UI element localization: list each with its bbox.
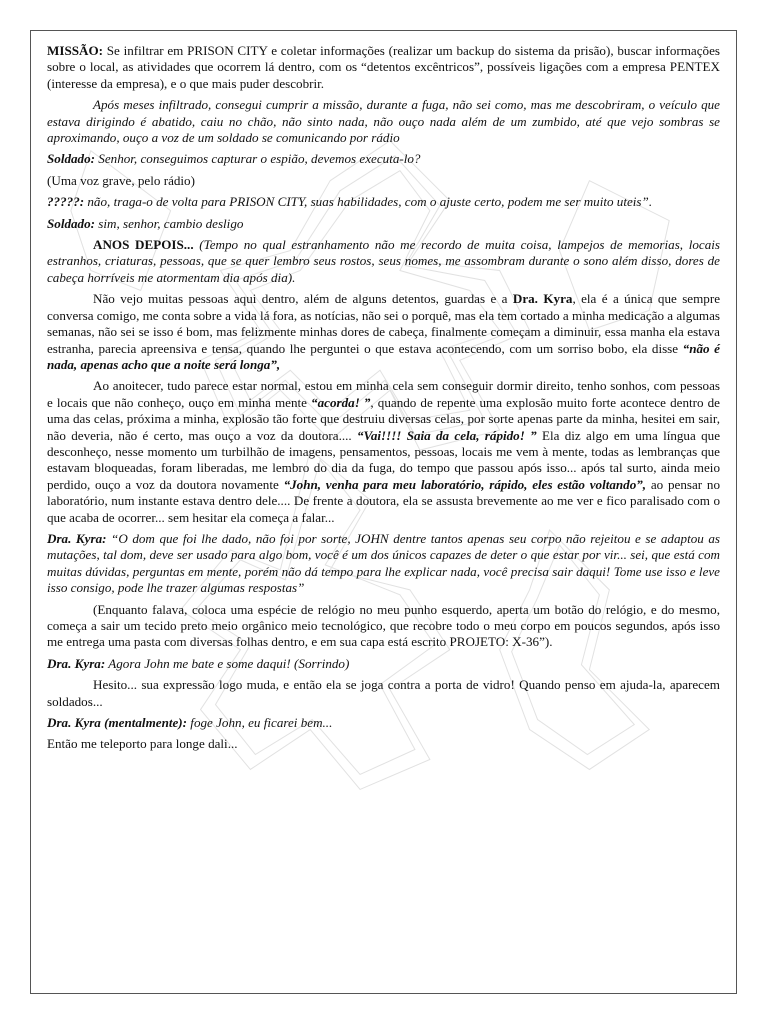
text-run: “acorda! ” bbox=[311, 394, 371, 410]
paragraph-anos-depois bbox=[47, 237, 720, 286]
text-run: sim, senhor, cambio desligo bbox=[95, 215, 244, 231]
text-run: (Enquanto falava, coloca uma espécie de relógio no meu punho esquerdo, aperta um botão do relógio, e do mesmo, começa a sair um tecido preto meio orgânico meio tecnológico, que recobre todo o meu corpo em poucos segundos, após isso me entrega uma pasta com diversas folhas dentro, e em sua capa está escrito PROJETO: X-36”). bbox=[47, 601, 720, 650]
text-run: Então me teleporto para longe dali... bbox=[47, 736, 238, 752]
text-run: Soldado: bbox=[47, 151, 96, 167]
text-run: “O dom que foi lhe dado, não foi por sorte, JOHN dentre tantos apenas seu corpo não rejeitou e se adaptou as mutações, tal dom, deve ser usado para algo bom, você é um dos únicos capazes de deter o que estar por vir... sei, que está com muitas dúvidas, perguntas em mente, porém não dá tempo para lhe explicar nada, você precisa sair daqui! Tome use isso e leve isso consigo, pode lhe trazer algumas respostas” bbox=[47, 530, 720, 596]
text-run: não, traga-o de volta para PRISON CITY, suas habilidades, com o ajuste certo, podem me ser muito uteis”. bbox=[84, 194, 653, 210]
text-run: Não vejo muitas pessoas aqui dentro, além de alguns detentos, guardas e a bbox=[93, 291, 513, 307]
document-page bbox=[30, 30, 737, 994]
paragraph-watch bbox=[47, 602, 720, 651]
text-run: Hesito... sua expressão logo muda, e então ela se joga contra a porta de vidro! Quando penso em ajuda-la, aparecem soldados... bbox=[47, 677, 720, 709]
text-run: (Tempo no qual estranhamento não me recordo de muita coisa, lampejos de memorias, locais estranhos, criaturas, pessoas, que se quer lembro seus rostos, seus nomes, me assombram durante o sono além disso, dores de cabeça horríveis me atormentam dia após dia). bbox=[47, 237, 720, 285]
paragraph-dra-kyra-intro bbox=[47, 291, 720, 373]
dialogue-dra-kyra-2 bbox=[47, 656, 720, 672]
dialogue-dra-kyra-1 bbox=[47, 531, 720, 597]
stage-direction-radio bbox=[47, 173, 720, 189]
text-run: Soldado: bbox=[47, 215, 96, 231]
text-run: , ela é a única que sempre conversa comigo, me conta sobre a vida lá fora, as notícias, não sei o porquê, mas ela tem cortado a minha medicação a algumas semanas, não sei se isso é bom, mas felizmente minhas dores de cabeça, finalmente começam a diminuir, essa manha ela estava estranha, parecia apreensiva e tensa, quando lhe perguntei o que estava acontecendo, com um sorriso bobo, ela disse bbox=[47, 291, 721, 356]
text-run: ao pensar no laboratório, num instante estava dentro dele.... De frente a doutora, ela se assusta brevemente ao me ver e fico paralisado com o que acaba de ocorrer... sem hesitar ela começa a falar... bbox=[47, 476, 720, 525]
text-run: “Vai!!!! Saia da cela, rápido! ” bbox=[356, 427, 537, 443]
text-run: “não é nada, apenas acho que a noite será longa”, bbox=[47, 340, 720, 372]
text-run: Dra. Kyra: bbox=[47, 655, 106, 671]
text-run: Ela diz algo em uma língua que desconheço, nesse momento um turbilhão de imagens, pensamentos, pessoas, locais me vem à mente, todas as lembranças que estavam bloqueadas, foram liberadas, me lembro do dia da fuga, do tempo que passou após isso... após tal surto, ainda meio perdido, ouço a voz da doutora novamente bbox=[47, 427, 721, 492]
paragraph-hesitate bbox=[47, 677, 720, 710]
text-run: , quando de repente uma explosão muito forte acontece dentro de uma das celas, próxima a minha, explosão tão forte que destruiu diversas celas, por sorte apenas parte da minha, hesitei em sair, não deveria, não é certo, mas ouço a voz da doutora.... bbox=[47, 394, 720, 443]
dialogue-unknown-voice bbox=[47, 194, 720, 210]
text-run: Agora John me bate e some daqui! (Sorrindo) bbox=[105, 655, 350, 671]
text-run: MISSÃO: bbox=[47, 43, 104, 58]
text-run: foge John, eu ficarei bem... bbox=[187, 715, 333, 731]
text-run: Dra. Kyra (mentalmente): bbox=[47, 715, 188, 731]
text-run: ?????: bbox=[47, 194, 85, 210]
paragraph-teleport bbox=[47, 736, 720, 752]
text-run: ANOS DEPOIS... bbox=[93, 237, 194, 253]
dialogue-soldado-1 bbox=[47, 151, 720, 167]
dialogue-dra-kyra-mental bbox=[47, 715, 720, 731]
paragraph-explosion bbox=[47, 378, 720, 526]
document-body bbox=[31, 31, 736, 753]
text-run: Ao anoitecer, tudo parece estar normal, estou em minha cela sem conseguir dormir direito, tenho sonhos, com pessoas e locais que não conheço, ouço em minha mente bbox=[47, 378, 720, 410]
text-run: Dra. Kyra bbox=[512, 291, 573, 307]
text-run: “John, venha para meu laboratório, rápido, eles estão voltando”, bbox=[283, 476, 647, 492]
text-run: Se infiltrar em PRISON CITY e coletar informações (realizar um backup do sistema da prisão), buscar informações sobre o local, as atividades que ocorrem lá dentro, com os “detentos excêntricos”, possíveis ligações com a empresa PENTEX (interesse da empresa), e o que mais puder descobrir. bbox=[47, 43, 720, 91]
dialogue-soldado-2 bbox=[47, 216, 720, 232]
text-run: Após meses infiltrado, consegui cumprir a missão, durante a fuga, não sei como, mas me descobriram, o veículo que estava dirigindo é abatido, caiu no chão, não sinto nada, não ouço nada além de um zumbido, até que vejo sombras se aproximando, ouço a voz de um soldado se comunicando por rádio bbox=[47, 97, 720, 146]
text-run: Senhor, conseguimos capturar o espião, devemos executa-lo? bbox=[95, 151, 421, 167]
text-run: (Uma voz grave, pelo rádio) bbox=[47, 172, 195, 188]
text-run: Dra. Kyra: bbox=[47, 530, 107, 546]
paragraph-missao bbox=[47, 43, 720, 92]
paragraph-narrative-intro bbox=[47, 97, 720, 146]
